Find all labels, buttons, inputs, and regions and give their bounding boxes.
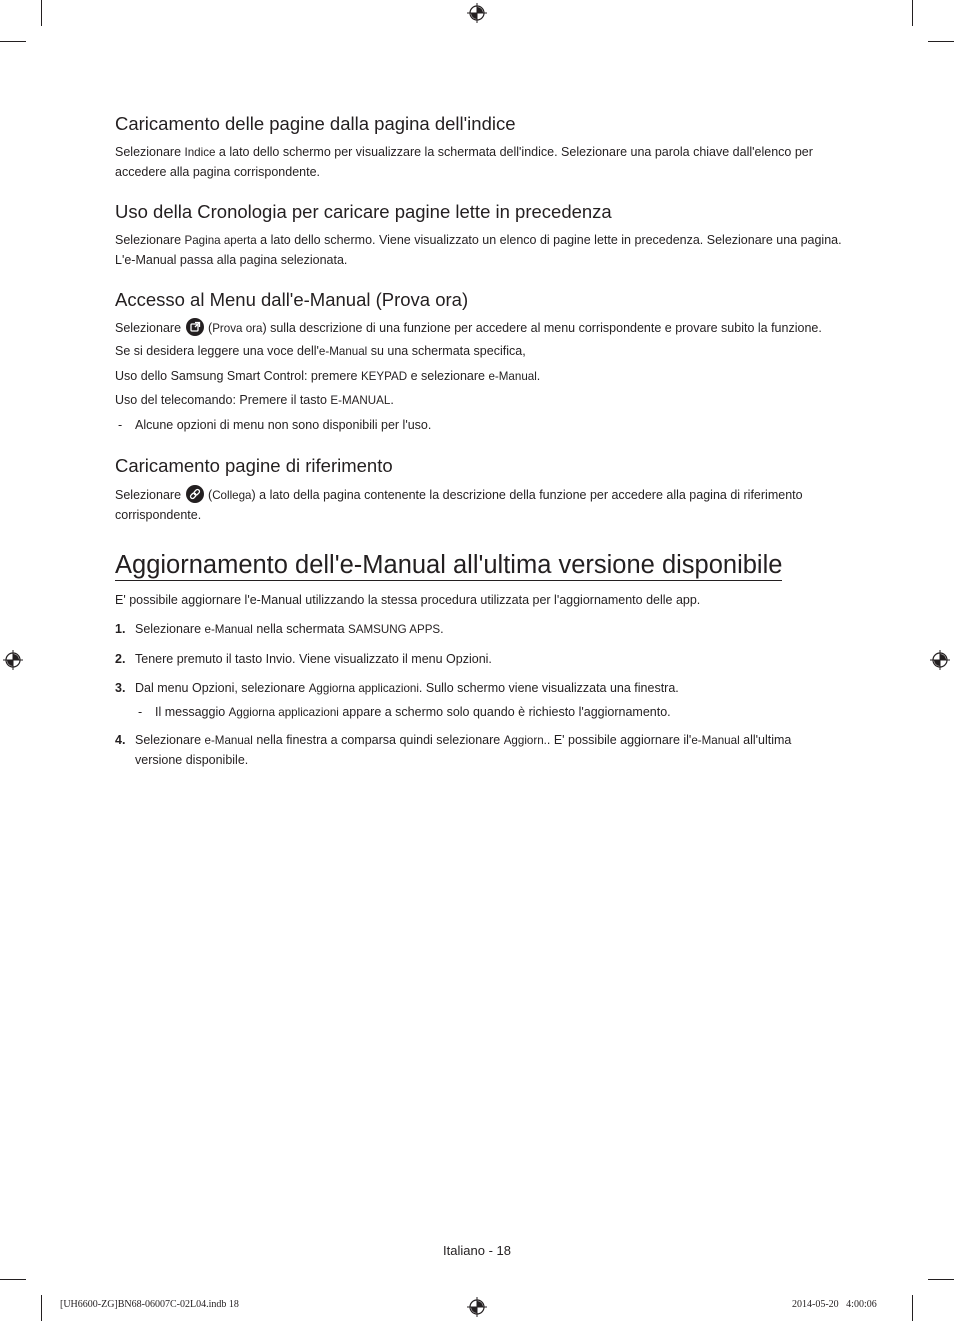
crop-mark <box>928 41 954 42</box>
section-text-cronologia: Selezionare Pagina aperta a lato dello schermo. Viene visualizzato un elenco di pagine lette in precedenza. Selezionare una pagina. L'e-Manual passa alla pagina selezionata. <box>115 233 842 267</box>
link-icon <box>186 485 204 503</box>
prova-line-1: Selezionare (Prova ora) sulla descrizione di una funzione per accedere al menu corrispondente e provare subito la funzione. <box>115 318 843 339</box>
step-3: Dal menu Opzioni, selezionare Aggiorna applicazioni. Sullo schermo viene visualizzata una finestra. <box>135 681 679 695</box>
print-slug-right: 2014-05-20 4:00:06 <box>792 1299 877 1310</box>
try-now-icon <box>186 318 204 336</box>
prova-line-2: Se si desidera leggere una voce dell'e-Manual su una schermata specifica, <box>115 344 526 358</box>
step-number: 2. <box>115 652 126 666</box>
section-title-prova-ora: Accesso al Menu dall'e-Manual (Prova ora) <box>115 289 469 310</box>
main-heading-aggiornamento: Aggiornamento dell'e-Manual all'ultima versione disponibile <box>115 551 783 579</box>
note-dash: - <box>138 705 143 719</box>
print-slug-left: [UH6600-ZG]BN68-06007C-02L04.indb 18 <box>60 1299 239 1310</box>
crop-mark <box>41 1295 42 1321</box>
prova-line-3: Uso dello Samsung Smart Control: premere KEYPAD e selezionare e-Manual. <box>115 369 541 383</box>
crop-mark <box>41 0 42 26</box>
crop-mark <box>0 41 26 42</box>
section-title-indice: Caricamento delle pagine dalla pagina dell'indice <box>115 113 516 134</box>
note-dash: - <box>118 418 123 432</box>
prova-note: Alcune opzioni di menu non sono disponibili per l'uso. <box>135 418 432 432</box>
registration-mark-icon <box>3 650 23 670</box>
section-text-riferimento: Selezionare (Collega) a lato della pagina contenente la descrizione della funzione per accedere alla pagina di riferimento corrispondente. <box>115 485 843 525</box>
crop-mark <box>0 1279 26 1280</box>
ui-term-pagina-aperta: Pagina aperta <box>184 234 257 247</box>
section-title-cronologia: Uso della Cronologia per caricare pagine lette in precedenza <box>115 201 612 222</box>
registration-mark-icon <box>930 650 950 670</box>
step-number: 4. <box>115 733 126 747</box>
step-number: 1. <box>115 622 126 636</box>
section-title-riferimento: Caricamento pagine di riferimento <box>115 455 393 476</box>
aggiornamento-intro: E' possibile aggiornare l'e-Manual utilizzando la stessa procedura utilizzata per l'aggiornamento delle app. <box>115 593 701 607</box>
step-1: Selezionare e-Manual nella schermata SAMSUNG APPS. <box>135 622 444 636</box>
registration-mark-icon <box>467 1297 487 1317</box>
crop-mark <box>912 0 913 26</box>
ui-term-indice: Indice <box>184 146 216 159</box>
ui-term-collega: Collega <box>212 489 252 502</box>
page-number: Italiano - 18 <box>443 1243 511 1258</box>
step-2: Tenere premuto il tasto Invio. Viene visualizzato il menu Opzioni. <box>135 652 492 666</box>
ui-term-prova-ora: Prova ora <box>212 322 263 335</box>
step-4: Selezionare e-Manual nella finestra a comparsa quindi selezionare Aggiorn.. E' possibile aggiornare il'e-Manual all'ultima versione disponibile. <box>135 733 792 767</box>
crop-mark <box>912 1295 913 1321</box>
section-text-indice: Selezionare Indice a lato dello schermo per visualizzare la schermata dell'indice. Selezionare una parola chiave dall'elenco per accedere alla pagina corrispondente. <box>115 145 813 179</box>
step-3-note: Il messaggio Aggiorna applicazioni appare a schermo solo quando è richiesto l'aggiornamento. <box>155 705 671 719</box>
crop-mark <box>928 1279 954 1280</box>
prova-line-4: Uso del telecomando: Premere il tasto E-MANUAL. <box>115 393 394 407</box>
step-number: 3. <box>115 681 126 695</box>
registration-mark-icon <box>467 3 487 23</box>
